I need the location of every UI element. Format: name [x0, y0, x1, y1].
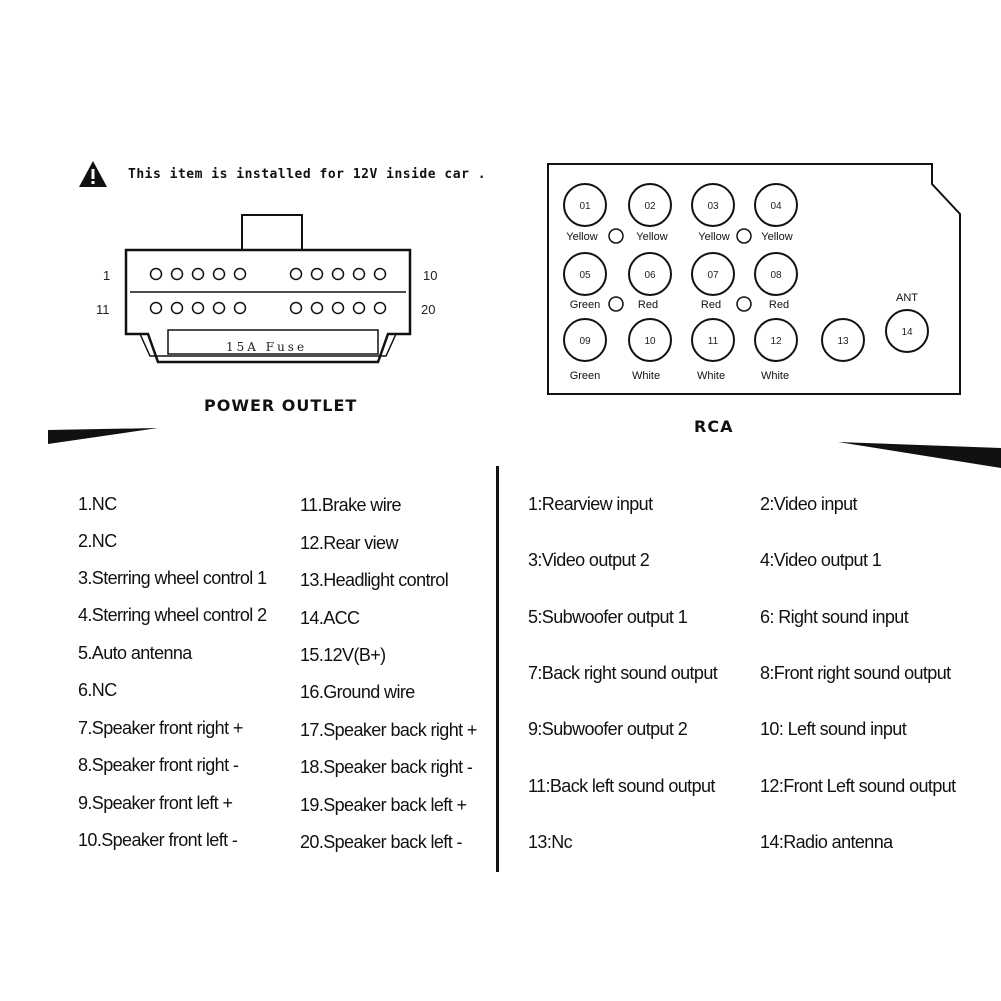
rca-pin-item: 7:Back right sound output	[528, 663, 718, 683]
rca-panel	[540, 160, 980, 400]
rca-jack-color-label: Green	[569, 370, 601, 382]
rca-jack-number: 13	[837, 336, 849, 347]
power-pin-item: 11.Brake wire	[300, 495, 401, 515]
pin-hole	[151, 303, 162, 314]
power-pin-item: 18.Speaker back right -	[300, 757, 473, 777]
pin-label-1: 1	[103, 268, 111, 283]
rca-jack-color-label: White	[631, 370, 661, 382]
fuse-label: 15A Fuse	[226, 340, 308, 354]
pin-hole	[214, 303, 225, 314]
rca-jack-color-label: Green	[569, 299, 601, 311]
indicator-circle	[609, 297, 623, 311]
pin-label-10: 10	[423, 268, 438, 283]
pin-hole	[312, 269, 323, 280]
right-divider-wedge	[838, 440, 1001, 468]
power-pin-item: 4.Sterring wheel control 2	[78, 605, 267, 625]
pin-hole	[193, 303, 204, 314]
power-pin-item: 19.Speaker back left +	[300, 795, 467, 815]
ant-label: ANT	[896, 292, 918, 304]
pin-hole	[333, 303, 344, 314]
rca-jack-color-label: White	[696, 370, 726, 382]
power-pin-item: 6.NC	[78, 680, 117, 700]
rca-jack-color-label: Red	[637, 299, 659, 311]
rca-pin-item: 4:Video output 1	[760, 550, 882, 570]
pin-hole	[354, 269, 365, 280]
rca-pin-item: 11:Back left sound output	[528, 776, 715, 796]
rca-jack-number: 09	[579, 336, 591, 347]
pin-hole	[235, 303, 246, 314]
power-outlet-title: POWER OUTLET	[204, 396, 358, 415]
power-pin-item: 15.12V(B+)	[300, 645, 386, 665]
power-pin-item: 1.NC	[78, 494, 117, 514]
indicator-circle	[609, 229, 623, 243]
power-pin-item: 2.NC	[78, 531, 117, 551]
rca-jack-color-label: Red	[700, 299, 722, 311]
power-pin-item: 9.Speaker front left +	[78, 793, 233, 813]
pin-hole	[151, 269, 162, 280]
power-pin-item: 7.Speaker front right +	[78, 718, 243, 738]
rca-pin-item: 3:Video output 2	[528, 550, 650, 570]
power-pin-item: 20.Speaker back left -	[300, 832, 462, 852]
rca-pin-item: 8:Front right sound output	[760, 663, 951, 683]
rca-jack-number: 04	[770, 201, 782, 212]
pin-label-11: 11	[96, 302, 110, 317]
rca-jack-number: 05	[579, 270, 591, 281]
rca-jack-color-label: Yellow	[636, 231, 668, 243]
rca-pin-item: 1:Rearview input	[528, 494, 653, 514]
pin-hole	[172, 303, 183, 314]
power-pin-item: 13.Headlight control	[300, 570, 449, 590]
rca-jack-color-label: Yellow	[566, 231, 598, 243]
rca-jack-color-label: White	[760, 370, 790, 382]
rca-jack-color-label: Yellow	[761, 231, 793, 243]
left-divider-wedge	[48, 422, 158, 444]
rca-jack-number: 02	[644, 201, 656, 212]
power-pin-item: 10.Speaker front left -	[78, 830, 238, 850]
rca-pin-item: 14:Radio antenna	[760, 832, 893, 852]
warning-icon	[78, 160, 108, 188]
pin-hole	[214, 269, 225, 280]
indicator-circle	[737, 229, 751, 243]
pin-label-20: 20	[421, 302, 436, 317]
pin-hole	[375, 303, 386, 314]
power-pin-item: 3.Sterring wheel control 1	[78, 568, 267, 588]
rca-jack-number: 07	[707, 270, 719, 281]
rca-jack-color-label: Red	[768, 299, 790, 311]
power-pin-item: 14.ACC	[300, 608, 360, 628]
rca-pin-item: 13:Nc	[528, 832, 573, 852]
rca-pin-item: 5:Subwoofer output 1	[528, 607, 688, 627]
power-pin-item: 16.Ground wire	[300, 682, 415, 702]
rca-pin-item: 6: Right sound input	[760, 607, 909, 627]
rca-pin-item: 2:Video input	[760, 494, 857, 514]
rca-jack-number: 01	[579, 201, 591, 212]
rca-jack-number: 11	[707, 336, 719, 347]
rca-jack-number: 12	[770, 336, 782, 347]
pin-hole	[172, 269, 183, 280]
power-pin-item: 5.Auto antenna	[78, 643, 192, 663]
warning-text: This item is installed for 12V inside car .	[128, 167, 487, 182]
indicator-circle	[737, 297, 751, 311]
rca-pin-item: 9:Subwoofer output 2	[528, 719, 688, 739]
pin-hole	[312, 303, 323, 314]
pin-hole	[333, 269, 344, 280]
rca-jack-number: 10	[644, 336, 656, 347]
pin-hole	[354, 303, 365, 314]
rca-jack-number: 14	[901, 327, 913, 338]
pin-hole	[193, 269, 204, 280]
power-connector-diagram	[118, 212, 418, 382]
pin-hole	[235, 269, 246, 280]
rca-jack-color-label: Yellow	[698, 231, 730, 243]
rca-jack-number: 06	[644, 270, 656, 281]
rca-title: RCA	[694, 417, 734, 436]
column-divider	[496, 466, 499, 872]
power-pin-item: 8.Speaker front right -	[78, 755, 239, 775]
rca-pin-item: 12:Front Left sound output	[760, 776, 956, 796]
power-pin-item: 17.Speaker back right +	[300, 720, 477, 740]
power-pin-item: 12.Rear view	[300, 533, 398, 553]
rca-jack-number: 03	[707, 201, 719, 212]
pin-hole	[291, 303, 302, 314]
pin-hole	[375, 269, 386, 280]
rca-jack-number: 08	[770, 270, 782, 281]
pin-hole	[291, 269, 302, 280]
rca-pin-item: 10: Left sound input	[760, 719, 907, 739]
